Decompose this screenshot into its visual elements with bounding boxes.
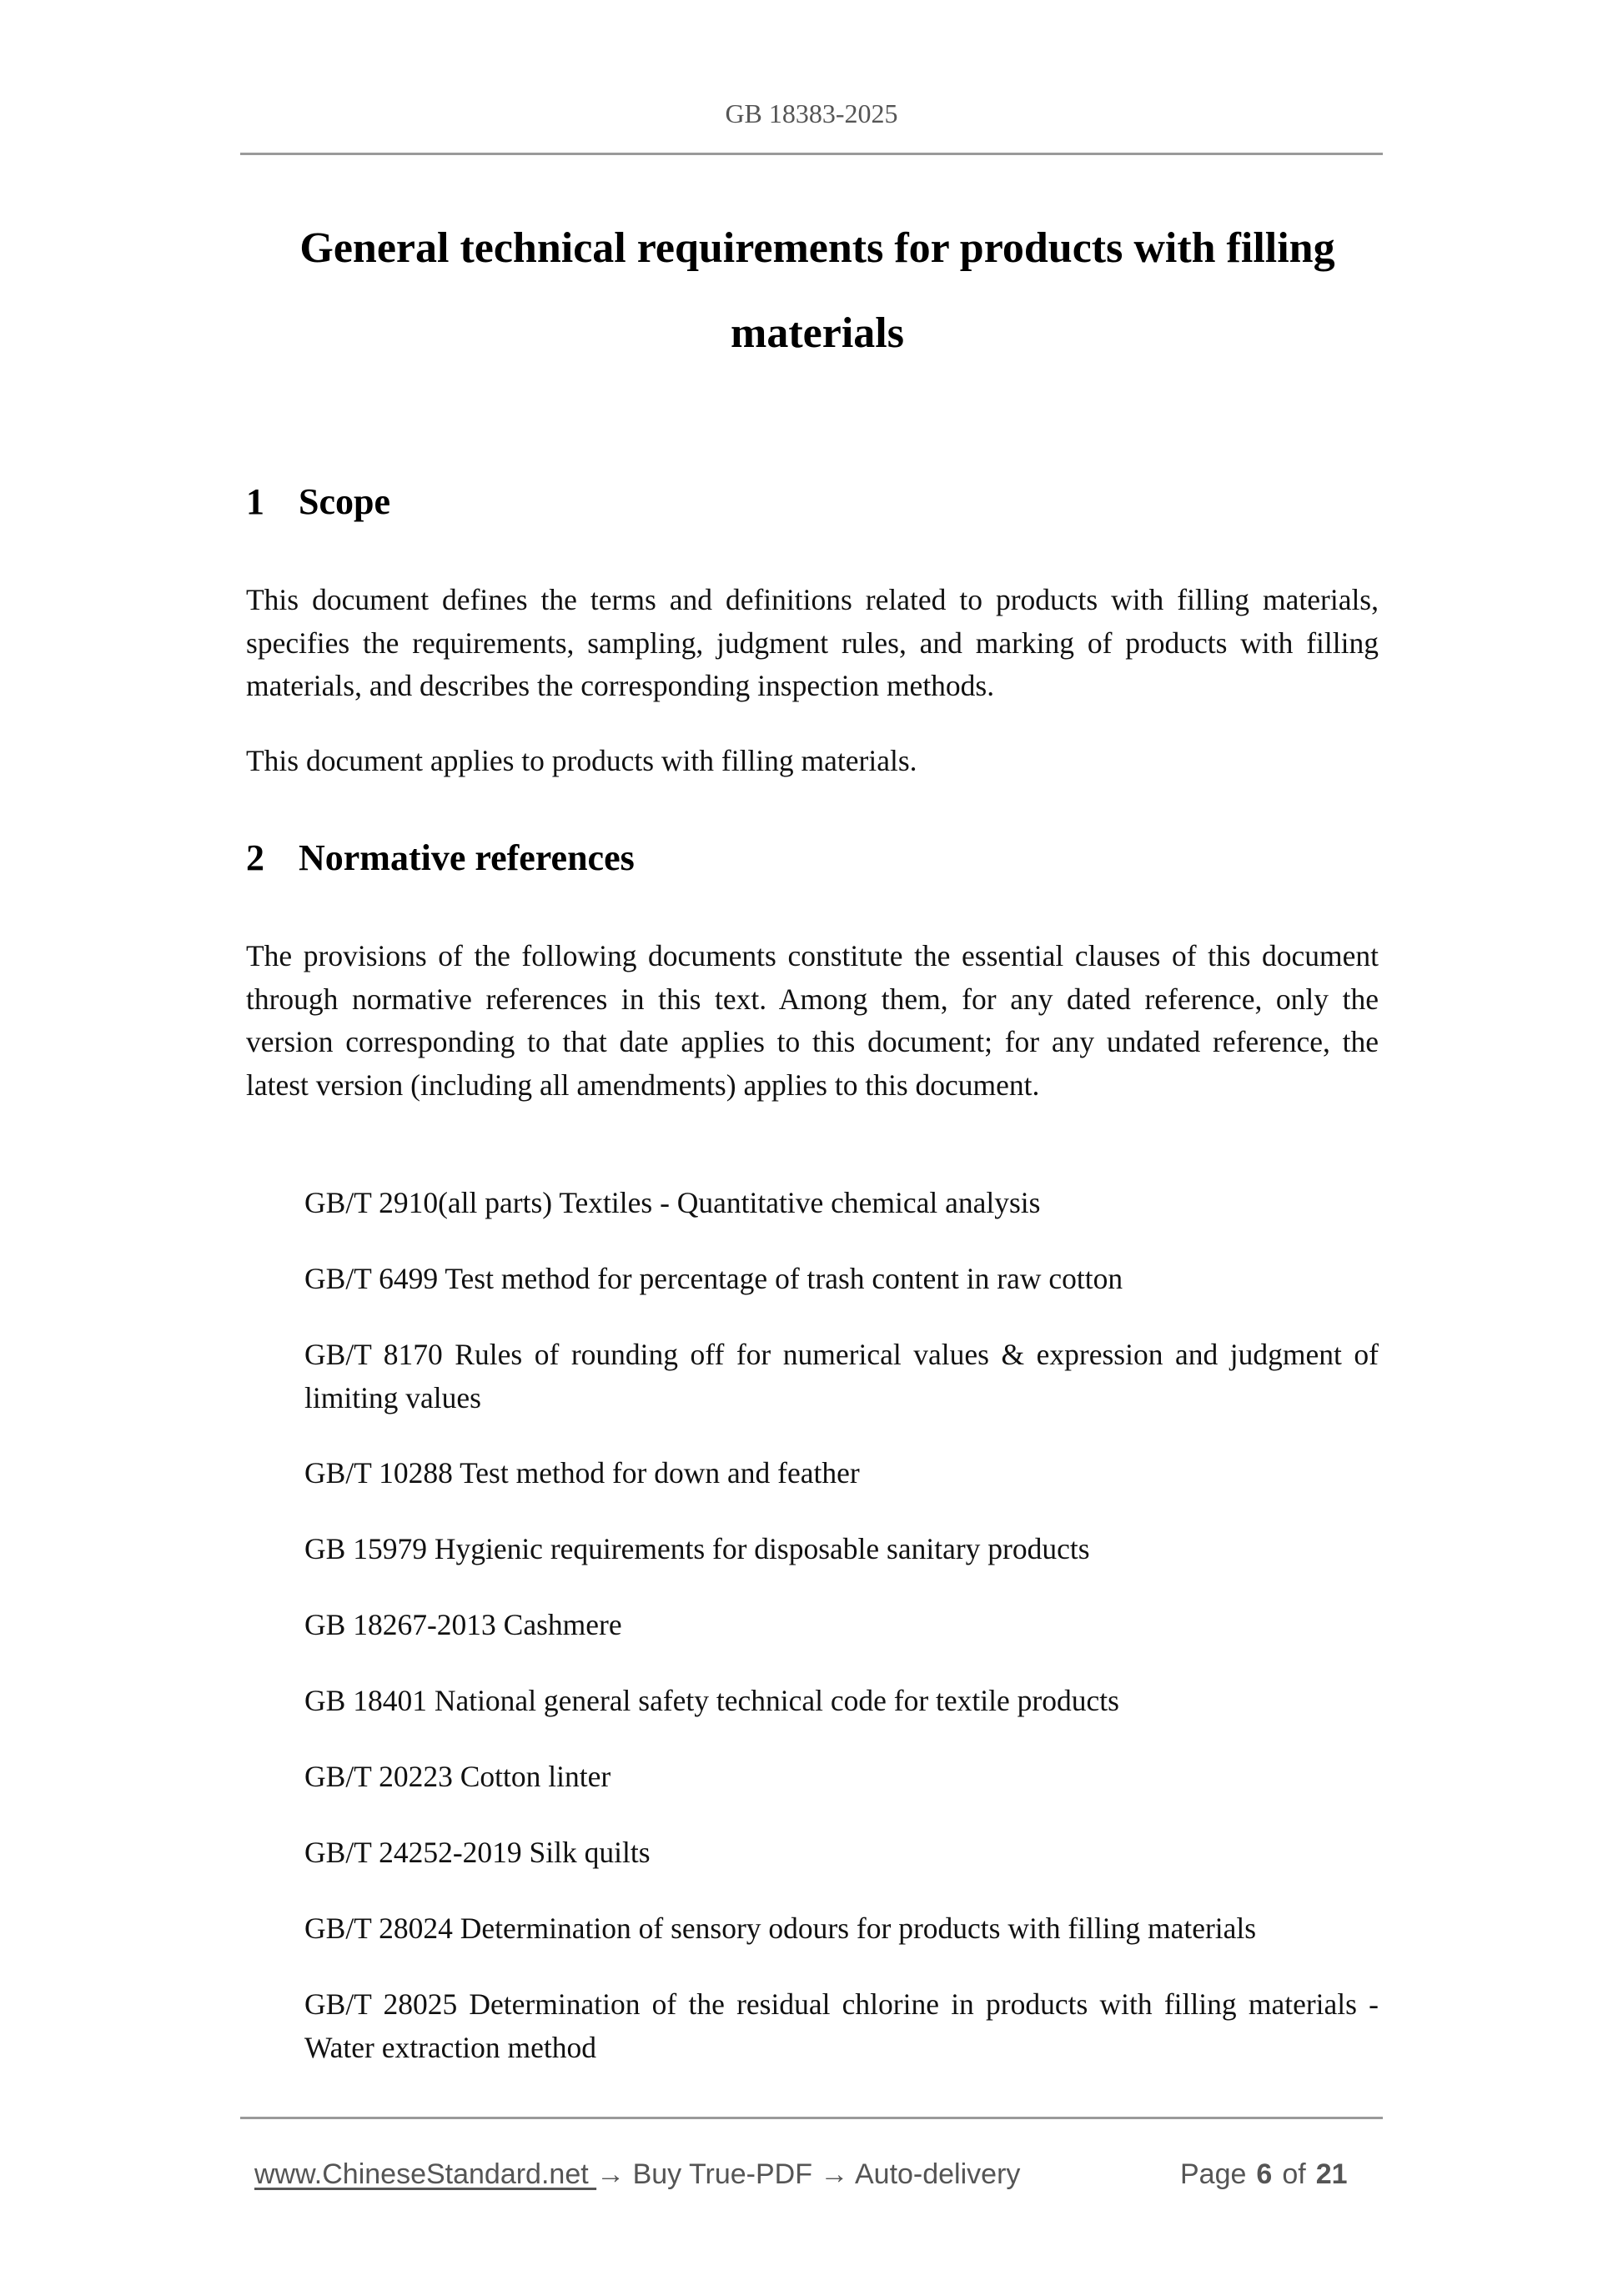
- footer-left: [254, 2157, 1020, 2192]
- reference-item: GB/T 10288 Test method for down and feather: [304, 1456, 860, 1490]
- document-title-line-1: General technical requirements for products with filling: [299, 224, 1335, 272]
- reference-item: GB/T 28025 Determination of the residual chlorine in products with filling materials - Water extraction method: [304, 1987, 1379, 2064]
- reference-item: GB 15979 Hygienic requirements for disposable sanitary products: [304, 1532, 1090, 1565]
- page-total: 21: [1315, 2158, 1348, 2190]
- arrow-right-icon: →: [596, 2158, 626, 2190]
- reference-item: GB/T 8170 Rules of rounding off for numerical values & expression and judgment of limiting values: [304, 1338, 1379, 1414]
- scope-paragraph-1: This document defines the terms and definitions related to products with filling materials, specifies the requirements, sampling, judgment rules, and marking of products with filling materials, and describes the corresponding inspection methods.: [246, 583, 1379, 702]
- normative-references-paragraph: The provisions of the following documents constitute the essential clauses of this document through normative references in this text. Among them, for any dated reference, only the version corresponding to that date applies to this document; for any undated reference, the latest version (including all amendments) applies to this document.: [246, 939, 1379, 1102]
- buy-true-pdf-text: Buy True-PDF: [625, 2158, 821, 2190]
- section-title: Normative references: [299, 837, 635, 878]
- reference-item: GB/T 2910(all parts) Textiles - Quantitative chemical analysis: [304, 1186, 1041, 1219]
- section-heading-scope: [246, 479, 390, 525]
- reference-item: GB/T 20223 Cotton linter: [304, 1760, 611, 1793]
- section-title: Scope: [299, 481, 390, 522]
- arrow-right-icon: →: [820, 2158, 849, 2190]
- reference-item: GB/T 6499 Test method for percentage of trash content in raw cotton: [304, 1262, 1123, 1295]
- document-title: [250, 206, 1384, 376]
- document-title-line-2: materials: [731, 309, 904, 357]
- reference-item: GB 18267-2013 Cashmere: [304, 1608, 622, 1641]
- page-indicator: [1180, 2157, 1348, 2192]
- page-of-label: of: [1282, 2158, 1306, 2190]
- section-number: 2: [246, 837, 264, 878]
- page-current: 6: [1256, 2158, 1273, 2190]
- page-label: Page: [1180, 2158, 1247, 2190]
- section-heading-normative-references: [246, 835, 635, 882]
- header-rule: [240, 153, 1383, 155]
- reference-item: GB 18401 National general safety technical code for textile products: [304, 1684, 1119, 1717]
- scope-paragraph-2: This document applies to products with filling materials.: [246, 744, 917, 777]
- reference-item: GB/T 24252-2019 Silk quilts: [304, 1836, 651, 1869]
- auto-delivery-text: Auto-delivery: [848, 2158, 1021, 2190]
- page-header-doc-code: GB 18383-2025: [725, 98, 898, 128]
- section-number: 1: [246, 481, 264, 522]
- chinesestandard-link[interactable]: www.ChineseStandard.net: [254, 2158, 597, 2190]
- footer-rule: [240, 2117, 1383, 2119]
- reference-item: GB/T 28024 Determination of sensory odours for products with filling materials: [304, 1912, 1257, 1945]
